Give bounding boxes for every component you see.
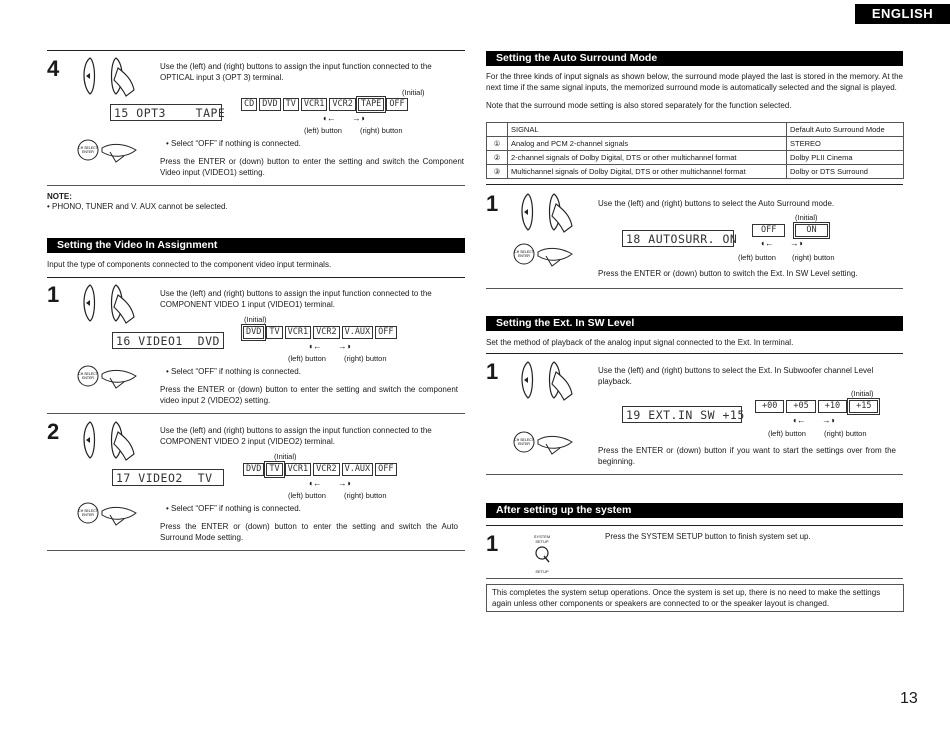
svg-text:ENTER: ENTER — [82, 376, 94, 380]
left-right-arrows-icon: ◖← →◗ — [792, 415, 836, 425]
lcd-display: 16 VIDEO1 DVD — [112, 332, 224, 349]
step-number: 1 — [486, 531, 499, 556]
initial-label: (Initial) — [244, 315, 267, 324]
ch-select-enter-icon — [76, 499, 140, 536]
option-list — [755, 400, 880, 413]
left-right-arrows-icon: ◖← →◗ — [308, 341, 352, 351]
divider — [486, 474, 903, 475]
table-row — [487, 137, 904, 151]
right-button-label: (right) button — [792, 253, 835, 262]
table-header-signal: SIGNAL — [508, 123, 787, 137]
table-cell: Dolby PLII Cinema — [787, 151, 904, 165]
step-number: 1 — [486, 191, 499, 216]
table-cell: Analog and PCM 2-channel signals — [508, 137, 787, 151]
option-vcr2: VCR2 — [329, 98, 355, 111]
option-dvd: DVD — [259, 98, 280, 111]
language-tab: ENGLISH — [855, 4, 950, 24]
table-cell: ② — [487, 151, 508, 165]
option-off: OFF — [375, 463, 396, 476]
ext-sw-enter: Press the ENTER or (down) button if you want to start the settings over from the beginning. — [598, 446, 896, 466]
table-cell: ① — [487, 137, 508, 151]
option-vcr1: VCR1 — [285, 463, 311, 476]
step-number: 4 — [47, 56, 60, 81]
right-button-label: (right) button — [360, 126, 403, 135]
initial-label: (Initial) — [274, 452, 297, 461]
completion-note-box: This completes the system setup operations. Once the system is set up, there is no need to make the settings again unless other components or speakers are connected to or the speaker layout is changed. — [486, 584, 904, 612]
auto-surround-instruction: Use the (left) and (right) buttons to select the Auto Surround mode. — [598, 199, 835, 208]
left-button-label: (left) button — [288, 491, 326, 500]
right-button-label: (right) button — [344, 354, 387, 363]
page-number: 13 — [900, 690, 918, 707]
divider — [486, 288, 903, 289]
after-setup-instruction: Press the SYSTEM SETUP button to finish system set up. — [605, 532, 811, 541]
step4-instruction: Use the (left) and (right) buttons to assign the input function connected to the OPTICAL input 3 (OPT 3) terminal. — [160, 62, 432, 82]
video2-enter: Press the ENTER or (down) button to enter the setting and switch the Auto Surround Mode setting. — [160, 522, 458, 542]
option-plus15: +15 — [849, 400, 878, 413]
svg-text:CH SELECT: CH SELECT — [514, 438, 534, 442]
video2-instruction: Use the (left) and (right) buttons to assign the input function connected to the COMPONENT VIDEO 2 input (VIDEO2) terminal. — [160, 426, 432, 446]
option-off: OFF — [386, 98, 407, 111]
svg-text:ENTER: ENTER — [518, 442, 530, 446]
divider — [486, 353, 903, 354]
section-heading-ext-sw: Setting the Ext. In SW Level — [486, 316, 903, 331]
initial-label: (Initial) — [402, 88, 425, 97]
lcd-display: 15 OPT3 TAPE — [110, 104, 222, 121]
left-right-arrows-icon: ◖← →◗ — [760, 238, 804, 248]
ch-select-enter-icon — [76, 136, 140, 173]
step4-bullet: • Select “OFF” if nothing is connected. — [166, 139, 301, 148]
divider — [486, 184, 903, 185]
divider — [47, 185, 465, 186]
section-heading-video-in: Setting the Video In Assignment — [47, 238, 465, 253]
table-row — [487, 165, 904, 179]
left-right-arrows-icon: ◖← →◗ — [308, 478, 352, 488]
right-button-label: (right) button — [344, 491, 387, 500]
option-vaux: V.AUX — [342, 326, 374, 339]
note-title: NOTE: — [47, 192, 72, 201]
option-list — [241, 98, 410, 111]
step-number: 1 — [486, 359, 499, 384]
option-vcr2: VCR2 — [313, 326, 339, 339]
table-header-default: Default Auto Surround Mode — [787, 123, 904, 137]
svg-text:CH SELECT: CH SELECT — [514, 250, 534, 254]
initial-label: (Initial) — [851, 389, 874, 398]
divider — [47, 413, 465, 414]
option-tv: TV — [266, 326, 282, 339]
svg-text:ENTER: ENTER — [82, 513, 94, 517]
svg-text:CH SELECT: CH SELECT — [78, 509, 98, 513]
option-off: OFF — [752, 224, 785, 237]
note-text: • PHONO, TUNER and V. AUX cannot be selected. — [47, 202, 228, 211]
option-vcr1: VCR1 — [301, 98, 327, 111]
option-vaux: V.AUX — [342, 463, 374, 476]
hand-left-right-icon — [516, 190, 576, 239]
system-setup-label: SYSTEM SETUP — [533, 534, 551, 544]
option-plus10: +10 — [818, 400, 847, 413]
hand-left-right-icon — [78, 54, 138, 103]
svg-text:ENTER: ENTER — [518, 254, 530, 258]
video1-instruction: Use the (left) and (right) buttons to assign the input function connected to the COMPONENT VIDEO 1 input (VIDEO1) terminal. — [160, 289, 432, 309]
option-vcr1: VCR1 — [285, 326, 311, 339]
step-number: 1 — [47, 282, 60, 307]
option-dvd: DVD — [243, 326, 264, 339]
left-button-label: (left) button — [738, 253, 776, 262]
setup-button-icon — [532, 544, 552, 564]
left-button-label: (left) button — [768, 429, 806, 438]
divider — [486, 525, 903, 526]
option-cd: CD — [241, 98, 257, 111]
ch-select-enter-icon — [76, 362, 140, 399]
option-on: ON — [795, 224, 827, 237]
option-plus05: +05 — [786, 400, 815, 413]
table-cell: Multichannel signals of Dolby Digital, DTS or other multichannel format — [508, 165, 787, 179]
ch-select-enter-icon — [512, 428, 576, 465]
left-right-arrows-icon: ◖← →◗ — [322, 113, 366, 123]
step-number: 2 — [47, 419, 60, 444]
ext-sw-intro: Set the method of playback of the analog input signal connected to the Ext. In terminal. — [486, 338, 794, 347]
option-off: OFF — [375, 326, 396, 339]
option-plus00: +00 — [755, 400, 784, 413]
table-cell: ③ — [487, 165, 508, 179]
video1-bullet: • Select “OFF” if nothing is connected. — [166, 367, 301, 376]
left-button-label: (left) button — [288, 354, 326, 363]
svg-text:CH SELECT: CH SELECT — [78, 146, 98, 150]
table-cell: 2-channel signals of Dolby Digital, DTS or other multichannel format — [508, 151, 787, 165]
divider — [47, 277, 465, 278]
divider — [47, 550, 465, 551]
auto-surround-intro-2: Note that the surround mode setting is also stored separately for the function selected. — [486, 101, 792, 110]
left-button-label: (left) button — [304, 126, 342, 135]
option-tv: TV — [266, 463, 282, 476]
svg-text:CH SELECT: CH SELECT — [78, 372, 98, 376]
lcd-display: 17 VIDEO2 TV — [112, 469, 224, 486]
divider — [47, 50, 465, 51]
table-cell: STEREO — [787, 137, 904, 151]
system-setup-button-icon — [528, 534, 556, 574]
table-cell: Dolby or DTS Surround — [787, 165, 904, 179]
divider — [486, 578, 903, 579]
section-heading-auto-surround: Setting the Auto Surround Mode — [486, 51, 903, 66]
table-cell — [487, 123, 508, 137]
right-button-label: (right) button — [824, 429, 867, 438]
ext-sw-instruction: Use the (left) and (right) buttons to select the Ext. In Subwoofer channel Level playback. — [598, 366, 874, 386]
lcd-display: 19 EXT.IN SW +15 — [622, 406, 742, 423]
section-heading-after-setup: After setting up the system — [486, 503, 903, 518]
option-list — [243, 463, 399, 476]
video1-enter: Press the ENTER or (down) button to enter the setting and switch the component video input 2 (VIDEO2) setting. — [160, 385, 458, 405]
option-list — [243, 326, 399, 339]
auto-surround-intro: For the three kinds of input signals as shown below, the surround mode played the last is stored in the memory. At the next time if the same signal inputs, the memorized surround mode is automatically selected and the signal is played. — [486, 72, 903, 92]
video-in-intro: Input the type of components connected to the component video input terminals. — [47, 260, 332, 269]
initial-label: (Initial) — [795, 213, 818, 222]
hand-left-right-icon — [78, 281, 138, 330]
option-vcr2: VCR2 — [313, 463, 339, 476]
option-tape: TAPE — [358, 98, 384, 111]
hand-left-right-icon — [78, 418, 138, 467]
option-dvd: DVD — [243, 463, 264, 476]
option-list — [752, 224, 830, 237]
table-header-row — [487, 123, 904, 137]
setup-label: SETUP — [535, 569, 549, 574]
auto-surround-enter: Press the ENTER or (down) button to switch the Ext. In SW Level setting. — [598, 269, 858, 278]
step4-enter: Press the ENTER or (down) button to enter the setting and switch the Component Video input (VIDEO1) setting. — [160, 157, 464, 177]
lcd-display: 18 AUTOSURR. ON — [622, 230, 734, 247]
ch-select-enter-icon — [512, 240, 576, 277]
signal-table — [486, 122, 904, 179]
svg-text:ENTER: ENTER — [82, 150, 94, 154]
video2-bullet: • Select “OFF” if nothing is connected. — [166, 504, 301, 513]
option-tv: TV — [283, 98, 299, 111]
table-row — [487, 151, 904, 165]
hand-left-right-icon — [516, 358, 576, 407]
